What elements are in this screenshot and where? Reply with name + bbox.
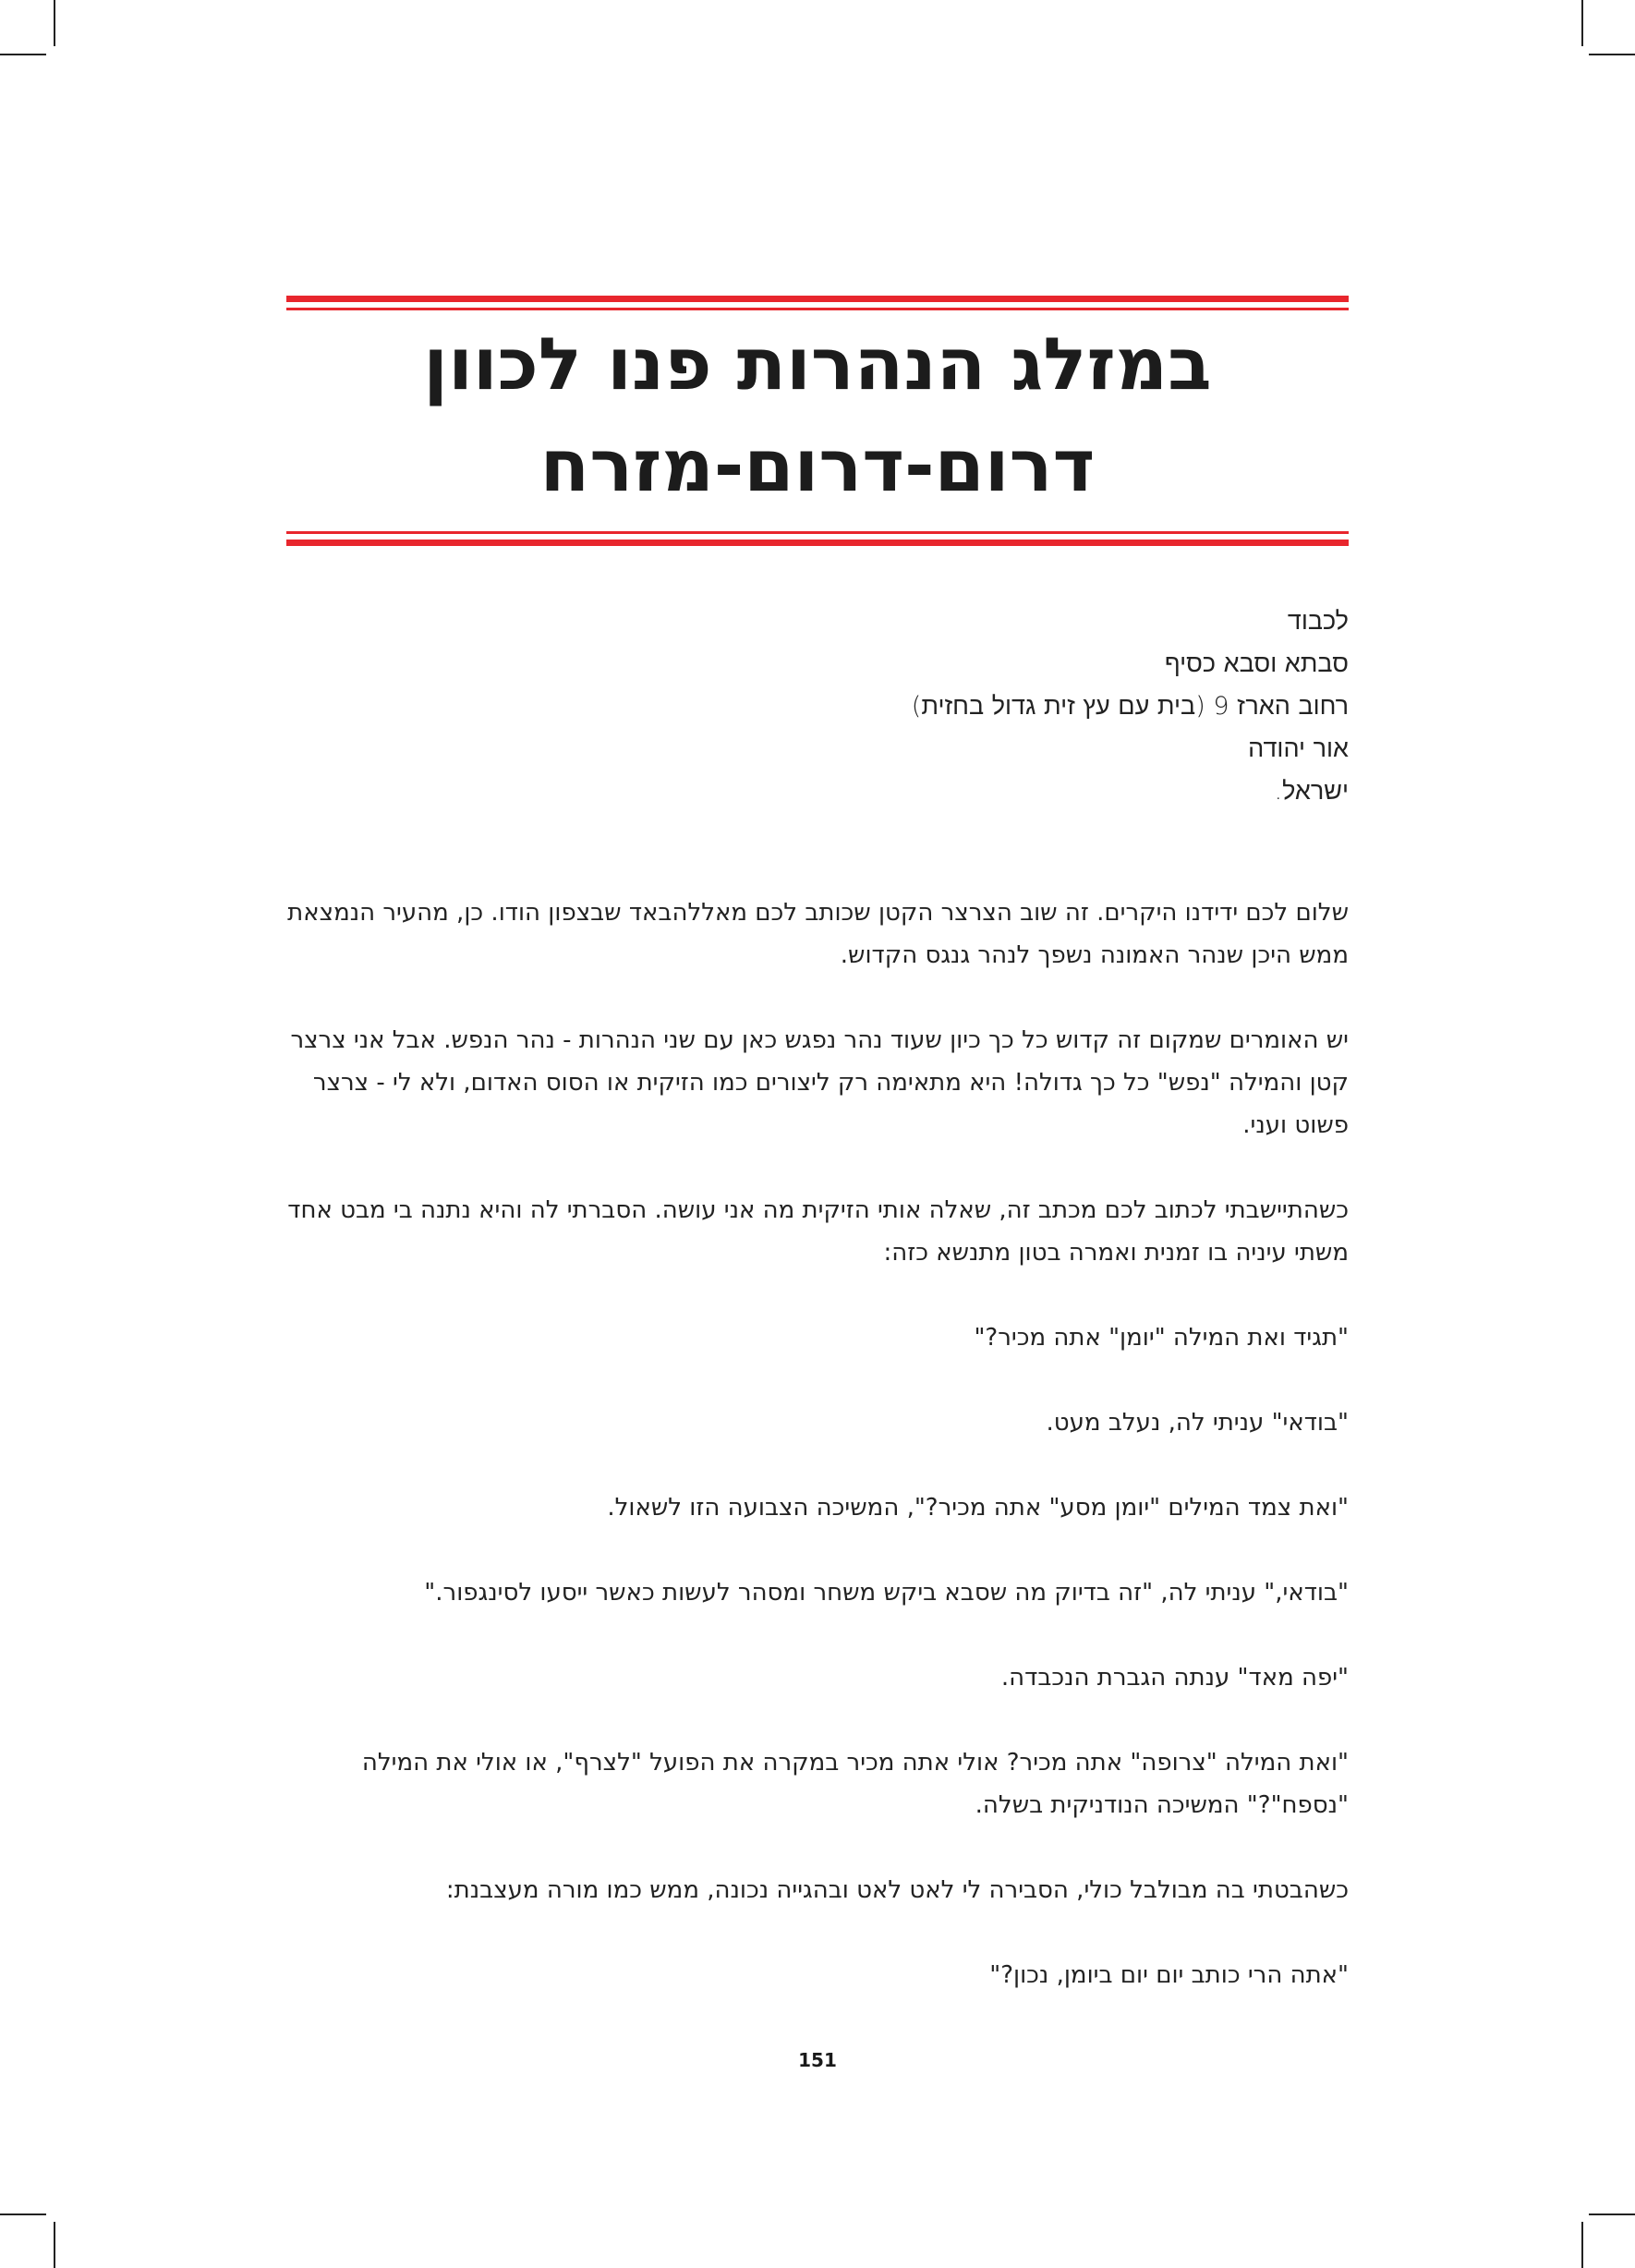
body-paragraph: "בודאי," עניתי לה, "זה בדיוק מה שסבא ביקש משחר ומסהר לעשות כאשר ייסעו לסינגפור." (424, 1579, 1349, 1607)
body-paragraph: "בודאי" עניתי לה, נעלב מעט. (1046, 1409, 1349, 1437)
page-number: 151 (798, 2049, 837, 2071)
address-line: אור יהודה (1248, 734, 1349, 763)
chapter-title-line-2: דרום-דרום-מזרח (539, 425, 1096, 508)
chapter-title (286, 314, 1349, 517)
crop-mark-bottom-left-vertical (54, 2222, 55, 2268)
body-paragraph: "תגיד ואת המילה "יומן" אתה מכיר?" (974, 1324, 1349, 1352)
chapter-title-line-1: במזלג הנהרות פנו לכוון (423, 323, 1212, 406)
crop-mark-top-right-vertical (1581, 0, 1583, 46)
crop-mark-bottom-right-horizontal (1589, 2213, 1635, 2215)
address-line: ישראל. (1274, 777, 1349, 806)
body-paragraph: "אתה הרי כותב יום יום ביומן, נכון?" (989, 1961, 1349, 1989)
crop-mark-top-right-horizontal (1589, 54, 1635, 55)
letter-address (286, 600, 1349, 813)
title-bottom-rule (286, 531, 1349, 546)
body-paragraph: יש האומרים שמקום זה קדוש כל כך כיון שעוד נהר נפגש כאן עם שני הנהרות - נהר הנפש. אבל אני צרצר קטן והמילה "נפש" כל כך גדולה! היא מתאימה רק ליצורים כמו הזיקית או הסוס האדום, ולא לי - צרצר פשוט ועני. (290, 1026, 1349, 1139)
letter-body (286, 891, 1349, 2039)
body-paragraph: כשהבטתי בה מבולבל כולי, הסבירה לי לאט לאט ובהגייה נכונה, ממש כמו מורה מעצבנת: (445, 1876, 1349, 1904)
crop-mark-bottom-left-horizontal (0, 2213, 46, 2215)
body-paragraph: שלום לכם ידידנו היקרים. זה שוב הצרצר הקטן שכותב לכם מאללהבאד שבצפון הודו. כן, מהעיר הנמצאת ממש היכן שנהר האמונה נשפך לנהר גנגס הקדוש. (287, 899, 1349, 969)
body-paragraph: "יפה מאד" ענתה הגברת הנכבדה. (1000, 1664, 1349, 1692)
address-line: רחוב הארז 9 (בית עם עץ זית גדול בחזית) (911, 692, 1349, 721)
body-paragraph: "ואת המילה "צרופה" אתה מכיר? אולי אתה מכיר במקרה את הפועל "לצרף", או אולי את המילה "נספח"?" המשיכה הנודניקית בשלה. (361, 1749, 1349, 1819)
crop-mark-top-left-vertical (54, 0, 55, 46)
body-paragraph: "ואת צמד המילים "יומן מסע" אתה מכיר?", המשיכה הצבועה הזו לשאול. (607, 1494, 1349, 1522)
address-line: לכבוד (1287, 607, 1349, 636)
title-top-rule (286, 296, 1349, 310)
body-paragraph: כשהתיישבתי לכתוב לכם מכתב זה, שאלה אותי הזיקית מה אני עושה. הסברתי לה והיא נתנה בי מבט אחד משתי עיניה בו זמנית ואמרה בטון מתנשא כזה: (287, 1196, 1349, 1267)
crop-mark-bottom-right-vertical (1581, 2222, 1583, 2268)
crop-mark-top-left-horizontal (0, 54, 46, 55)
address-line: סבתא וסבא כסיף (1164, 649, 1349, 678)
